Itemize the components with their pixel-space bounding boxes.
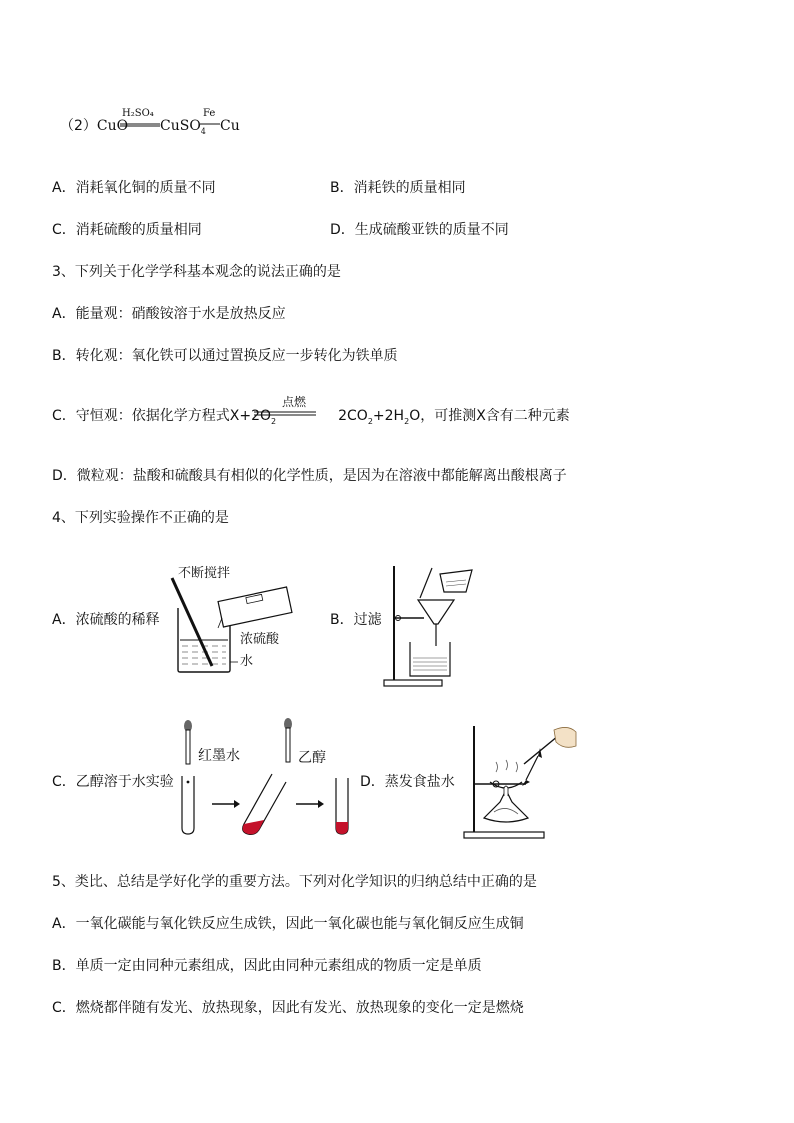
q3-c-o: O bbox=[409, 408, 421, 424]
q3-c-h2o: +2H bbox=[372, 408, 405, 424]
q2-option-d[interactable]: D．生成硫酸亚铁的质量不同 bbox=[330, 222, 509, 238]
q2-arrow-1 bbox=[120, 121, 160, 127]
ethanol-figure bbox=[172, 716, 362, 840]
q3-option-b[interactable]: B．转化观：氧化铁可以通过置换反应一步转化为铁单质 bbox=[52, 348, 398, 364]
q2-prefix: （2） bbox=[60, 118, 97, 134]
q3-option-a[interactable]: A．能量观：硝酸铵溶于水是放热反应 bbox=[52, 306, 286, 322]
q3-c-suffix: ，可推测X含有二种元素 bbox=[420, 408, 570, 424]
q3-c-condition: 点燃 bbox=[282, 395, 307, 409]
q2-sub4: 4 bbox=[200, 127, 206, 136]
q3-c-products: 2CO bbox=[338, 408, 368, 424]
q2-option-c[interactable]: C．消耗硫酸的质量相同 bbox=[52, 222, 202, 238]
filtration-figure bbox=[380, 562, 480, 690]
dilution-label-stir: 不断搅拌 bbox=[178, 566, 231, 581]
ethanol-label-ethanol: 乙醇 bbox=[298, 750, 326, 766]
q2-cuso: CuSO bbox=[160, 118, 201, 134]
q4-option-a[interactable]: A．浓硫酸的稀释 bbox=[52, 612, 160, 628]
q5-option-a[interactable]: A．一氧化碳能与氧化铁反应生成铁，因此一氧化碳也能与氧化铜反应生成铜 bbox=[52, 916, 524, 932]
q2-reaction-line bbox=[60, 116, 128, 136]
q5-option-b[interactable]: B．单质一定由同种元素组成，因此由同种元素组成的物质一定是单质 bbox=[52, 958, 482, 974]
ethanol-label-ink: 红墨水 bbox=[198, 748, 240, 764]
q4-option-c[interactable]: C．乙醇溶于水实验 bbox=[52, 774, 174, 790]
dilution-label-water: 水 bbox=[240, 654, 254, 669]
q3-c-prefix: C．守恒观：依据化学方程式X+2O bbox=[52, 408, 272, 424]
q2-cu: Cu bbox=[220, 118, 240, 134]
q3-c-sub-h2: 2 bbox=[404, 417, 410, 426]
evaporation-figure bbox=[460, 722, 580, 840]
dilution-label-acid: 浓硫酸 bbox=[240, 632, 280, 647]
q3-option-d[interactable]: D．微粒观：盐酸和硫酸具有相似的化学性质，是因为在溶液中都能解离出酸根离子 bbox=[52, 468, 567, 484]
q5-option-c[interactable]: C．燃烧都伴随有发光、放热现象，因此有发光、放热现象的变化一定是燃烧 bbox=[52, 1000, 524, 1016]
q2-option-a[interactable]: A．消耗氧化铜的质量不同 bbox=[52, 180, 216, 196]
q3-c-equals-sign bbox=[254, 411, 316, 417]
q2-h2so4-condition: H₂SO₄ bbox=[122, 108, 154, 119]
q3-option-c[interactable] bbox=[52, 406, 570, 428]
q5-stem: 5、类比、总结是学好化学的重要方法。下列对化学知识的归纳总结中正确的是 bbox=[52, 874, 537, 890]
q2-cuo: CuO bbox=[96, 118, 129, 134]
q4-stem: 4、下列实验操作不正确的是 bbox=[52, 510, 229, 526]
q2-cuso4 bbox=[160, 116, 206, 138]
q4-option-b[interactable]: B．过滤 bbox=[330, 612, 382, 628]
q3-c-sub-o2: 2 bbox=[271, 417, 277, 426]
q3-c-sub-co2: 2 bbox=[367, 417, 373, 426]
q2-option-b[interactable]: B．消耗铁的质量相同 bbox=[330, 180, 466, 196]
q4-option-d[interactable]: D．蒸发食盐水 bbox=[360, 774, 455, 790]
q3-stem: 3、下列关于化学学科基本观念的说法正确的是 bbox=[52, 264, 341, 280]
q2-fe-condition: Fe bbox=[203, 108, 216, 119]
q2-arrow-2 bbox=[200, 121, 220, 127]
